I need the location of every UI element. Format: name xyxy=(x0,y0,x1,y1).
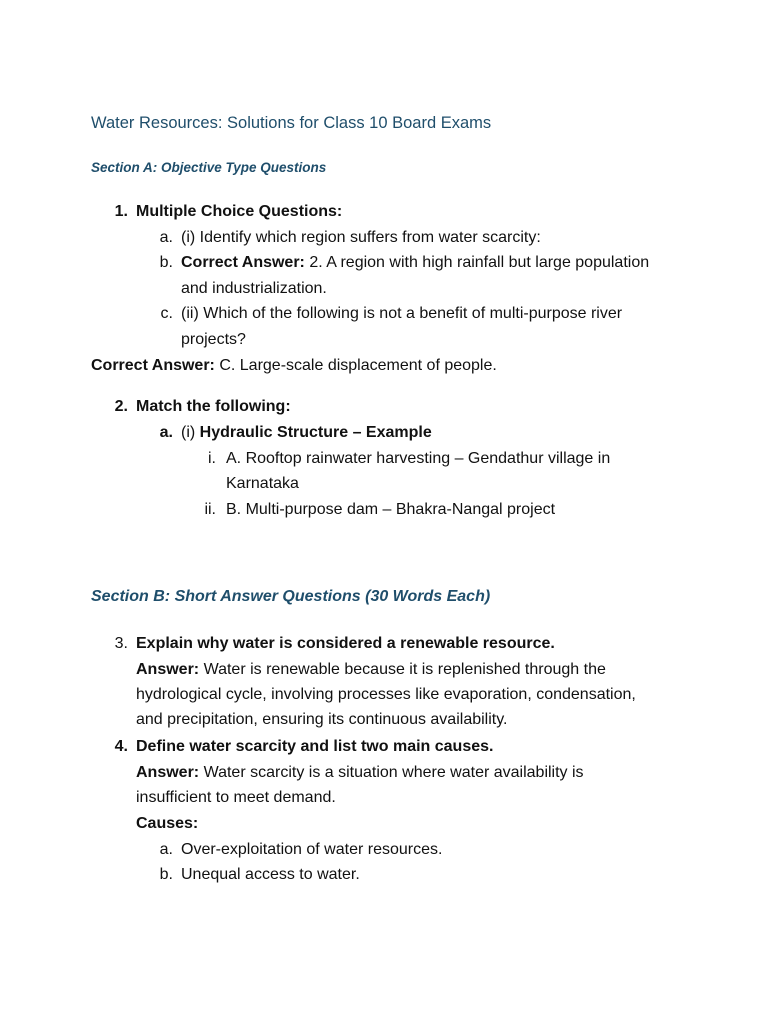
correct-answer-label: Correct Answer: xyxy=(91,357,215,374)
cause-a-marker: a. xyxy=(159,841,173,858)
q4-question: Define water scarcity and list two main causes. xyxy=(136,738,494,755)
q1-item-b-text: 2. A region with high rainfall but large population xyxy=(304,254,650,271)
q2-item-a-bold: Hydraulic Structure – Example xyxy=(199,424,432,441)
q2-number: 2. xyxy=(114,398,128,415)
correct-answer-label: Correct Answer: xyxy=(181,254,305,271)
q3-answer-text: Water is renewable because it is replenished through the xyxy=(199,661,606,678)
q4-number: 4. xyxy=(114,738,128,755)
q2-roman-i-line2: Karnataka xyxy=(226,475,299,492)
q1-item-a-marker: a. xyxy=(159,229,173,246)
q2-roman-i-line1: A. Rooftop rainwater harvesting – Gendathur village in xyxy=(226,450,611,467)
q1-item-a-text: (i) Identify which region suffers from water scarcity: xyxy=(181,229,541,246)
section-a-heading: Section A: Objective Type Questions xyxy=(91,160,327,175)
q2-label: Match the following: xyxy=(136,398,291,415)
q3-answer-line2: hydrological cycle, involving processes like evaporation, condensation, xyxy=(136,686,636,703)
answer-label: Answer: xyxy=(136,661,200,678)
q1-item-b-line1 xyxy=(181,250,649,276)
section-b-heading: Section B: Short Answer Questions (30 Words Each) xyxy=(91,588,491,605)
q1-correct-answer xyxy=(91,353,497,379)
q1-item-c-marker: c. xyxy=(160,305,173,322)
correct-answer-text: C. Large-scale displacement of people. xyxy=(214,357,497,374)
q1-item-b-marker: b. xyxy=(159,254,173,271)
q1-number: 1. xyxy=(114,203,128,220)
q4-causes-label: Causes: xyxy=(136,815,199,832)
cause-b-marker: b. xyxy=(159,866,173,883)
q1-item-c-line1: (ii) Which of the following is not a benefit of multi-purpose river xyxy=(181,305,623,322)
q2-item-a-prefix: (i) xyxy=(181,424,200,441)
cause-b-text: Unequal access to water. xyxy=(181,866,360,883)
q3-number: 3. xyxy=(114,635,128,652)
q2-item-a-marker: a. xyxy=(159,424,173,441)
q4-answer-line2: insufficient to meet demand. xyxy=(136,789,336,806)
q2-roman-i-marker: i. xyxy=(208,450,216,467)
q1-label: Multiple Choice Questions: xyxy=(136,203,343,220)
q1-item-b-line2: and industrialization. xyxy=(181,280,327,297)
q2-item-a-text xyxy=(181,420,432,446)
q2-roman-ii-marker: ii. xyxy=(204,501,216,518)
page-title: Water Resources: Solutions for Class 10 Board Exams xyxy=(91,114,492,132)
answer-label: Answer: xyxy=(136,764,200,781)
q1-item-c-line2: projects? xyxy=(181,331,246,348)
q2-roman-ii-line1: B. Multi-purpose dam – Bhakra-Nangal project xyxy=(226,501,556,518)
q3-answer-line3: and precipitation, ensuring its continuous availability. xyxy=(136,711,508,728)
q3-answer-line1 xyxy=(136,657,606,683)
q4-answer-line1 xyxy=(136,760,584,786)
q3-question: Explain why water is considered a renewable resource. xyxy=(136,635,555,652)
cause-a-text: Over-exploitation of water resources. xyxy=(181,841,443,858)
q4-answer-text: Water scarcity is a situation where water availability is xyxy=(199,764,584,781)
